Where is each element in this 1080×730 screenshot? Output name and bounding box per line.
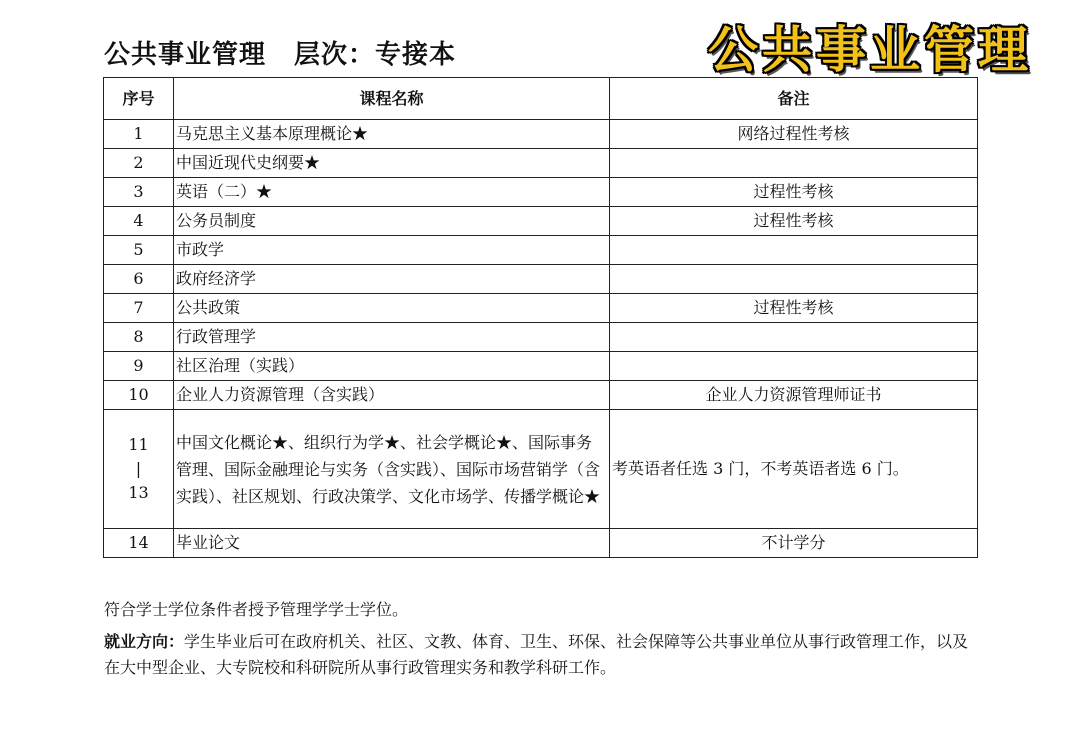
course-name: 英语（二）★ bbox=[174, 178, 610, 207]
course-number-range bbox=[104, 410, 174, 529]
course-remark: 网络过程性考核 bbox=[610, 120, 978, 149]
course-remark bbox=[610, 323, 978, 352]
table-row bbox=[104, 149, 978, 178]
course-number: 6 bbox=[104, 265, 174, 294]
course-number: 3 bbox=[104, 178, 174, 207]
course-name: 公共政策 bbox=[174, 294, 610, 323]
course-name: 行政管理学 bbox=[174, 323, 610, 352]
course-number: 4 bbox=[104, 207, 174, 236]
table-row bbox=[104, 323, 978, 352]
course-number: 8 bbox=[104, 323, 174, 352]
header-number: 序号 bbox=[104, 78, 174, 120]
table-row bbox=[104, 265, 978, 294]
table-row bbox=[104, 178, 978, 207]
course-remark bbox=[610, 236, 978, 265]
course-remark: 企业人力资源管理师证书 bbox=[610, 381, 978, 410]
course-name: 社区治理（实践） bbox=[174, 352, 610, 381]
course-name: 企业人力资源管理（含实践） bbox=[174, 381, 610, 410]
course-number: 1 bbox=[104, 120, 174, 149]
course-number: 14 bbox=[104, 529, 174, 558]
course-number: 10 bbox=[104, 381, 174, 410]
course-name: 毕业论文 bbox=[174, 529, 610, 558]
employment-note bbox=[104, 629, 984, 681]
range-start: 11 bbox=[128, 435, 149, 454]
program-name: 公共事业管理 bbox=[104, 40, 267, 70]
employment-label: 就业方向： bbox=[104, 632, 185, 651]
course-number: 9 bbox=[104, 352, 174, 381]
course-name: 中国近现代史纲要★ bbox=[174, 149, 610, 178]
table-header-row bbox=[104, 78, 978, 120]
table-row bbox=[104, 236, 978, 265]
course-remark bbox=[610, 149, 978, 178]
page-title bbox=[104, 34, 456, 71]
table-row-electives bbox=[104, 410, 978, 529]
range-separator: | bbox=[135, 459, 142, 478]
program-level: 层次：专接本 bbox=[294, 40, 457, 70]
table-row bbox=[104, 294, 978, 323]
course-table bbox=[103, 77, 978, 558]
course-remark bbox=[610, 352, 978, 381]
course-number: 7 bbox=[104, 294, 174, 323]
course-number: 5 bbox=[104, 236, 174, 265]
header-course-name: 课程名称 bbox=[174, 78, 610, 120]
elective-remark: 考英语者任选 3 门，不考英语者选 6 门。 bbox=[610, 410, 978, 529]
course-name: 马克思主义基本原理概论★ bbox=[174, 120, 610, 149]
course-remark bbox=[610, 265, 978, 294]
range-end: 13 bbox=[128, 483, 149, 502]
program-logo: 公共事业管理 bbox=[708, 20, 1032, 79]
table-row bbox=[104, 529, 978, 558]
course-remark: 过程性考核 bbox=[610, 294, 978, 323]
course-remark: 过程性考核 bbox=[610, 178, 978, 207]
course-name: 政府经济学 bbox=[174, 265, 610, 294]
table-row bbox=[104, 352, 978, 381]
course-remark: 不计学分 bbox=[610, 529, 978, 558]
header-remark: 备注 bbox=[610, 78, 978, 120]
course-number: 2 bbox=[104, 149, 174, 178]
table-row bbox=[104, 207, 978, 236]
employment-text: 学生毕业后可在政府机关、社区、文教、体育、卫生、环保、社会保障等公共事业单位从事行政管理工作，以及在大中型企业、大专院校和科研院所从事行政管理实务和教学科研工作。 bbox=[104, 632, 969, 677]
degree-note: 符合学士学位条件者授予管理学学士学位。 bbox=[104, 600, 409, 619]
elective-courses: 中国文化概论★、组织行为学★、社会学概论★、国际事务管理、国际金融理论与实务（含实践）、国际市场营销学（含实践）、社区规划、行政决策学、文化市场学、传播学概论★ bbox=[174, 410, 610, 529]
course-remark: 过程性考核 bbox=[610, 207, 978, 236]
course-name: 公务员制度 bbox=[174, 207, 610, 236]
course-name: 市政学 bbox=[174, 236, 610, 265]
table-row bbox=[104, 120, 978, 149]
table-row bbox=[104, 381, 978, 410]
